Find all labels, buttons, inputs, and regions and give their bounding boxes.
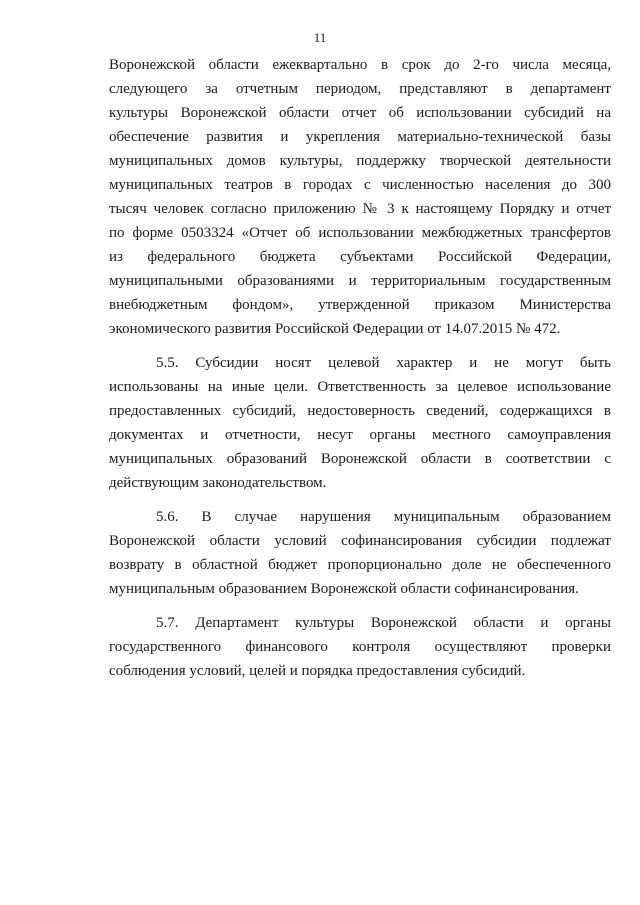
paragraph-5-7 (109, 611, 611, 683)
text-line: 5.6. В случае нарушения муниципальным образованием (156, 509, 611, 525)
text-line: экономического развития Российской Федерации от 14.07.2015 № 472. (109, 321, 561, 337)
text-line: предоставленных субсидий, недостоверность сведений, содержащихся в (109, 403, 611, 419)
text-line: внебюджетным фондом», утвержденной приказом Министерства (109, 297, 611, 313)
page-number: 11 (313, 30, 327, 45)
text-line: Воронежской области условий софинансирования субсидии подлежат (109, 533, 611, 549)
text-line: культуры Воронежской области отчет об использовании субсидий на (109, 105, 611, 121)
body-text (109, 53, 611, 683)
text-line: тысяч человек согласно приложению № 3 к настоящему Порядку и отчет (109, 201, 611, 217)
text-line: соблюдения условий, целей и порядка предоставления субсидий. (109, 663, 526, 679)
text-line: Воронежской области ежеквартально в срок до 2-го числа месяца, (109, 57, 611, 73)
text-line: муниципальных образований Воронежской области в соответствии с (109, 451, 611, 467)
text-line: следующего за отчетным периодом, представляют в департамент (109, 81, 611, 97)
text-line: муниципальными образованиями и территориальным государственным (109, 273, 611, 289)
text-line: обеспечение развития и укрепления материально-технической базы (109, 129, 611, 145)
text-line: 5.7. Департамент культуры Воронежской области и органы (156, 615, 611, 631)
text-line: документах и отчетности, несут органы местного самоуправления (109, 427, 611, 443)
text-line: возврату в областной бюджет пропорционально доле не обеспеченного (109, 557, 611, 573)
text-line: муниципальных театров в городах с численностью населения до 300 (109, 177, 611, 193)
paragraph-5-6 (109, 505, 611, 601)
text-line: муниципальным образованием Воронежской области софинансирования. (109, 581, 579, 597)
paragraph-5-5 (109, 351, 611, 495)
paragraph-continuation (109, 53, 611, 341)
text-line: использованы на иные цели. Ответственность за целевое использование (109, 379, 611, 395)
text-line: 5.5. Субсидии носят целевой характер и не могут быть (156, 355, 611, 371)
text-line: действующим законодательством. (109, 475, 327, 491)
text-line: из федерального бюджета субъектами Российской Федерации, (109, 249, 611, 265)
text-line: муниципальных домов культуры, поддержку творческой деятельности (109, 153, 611, 169)
text-line: по форме 0503324 «Отчет об использовании межбюджетных трансфертов (109, 225, 611, 241)
text-line: государственного финансового контроля осуществляют проверки (109, 639, 611, 655)
